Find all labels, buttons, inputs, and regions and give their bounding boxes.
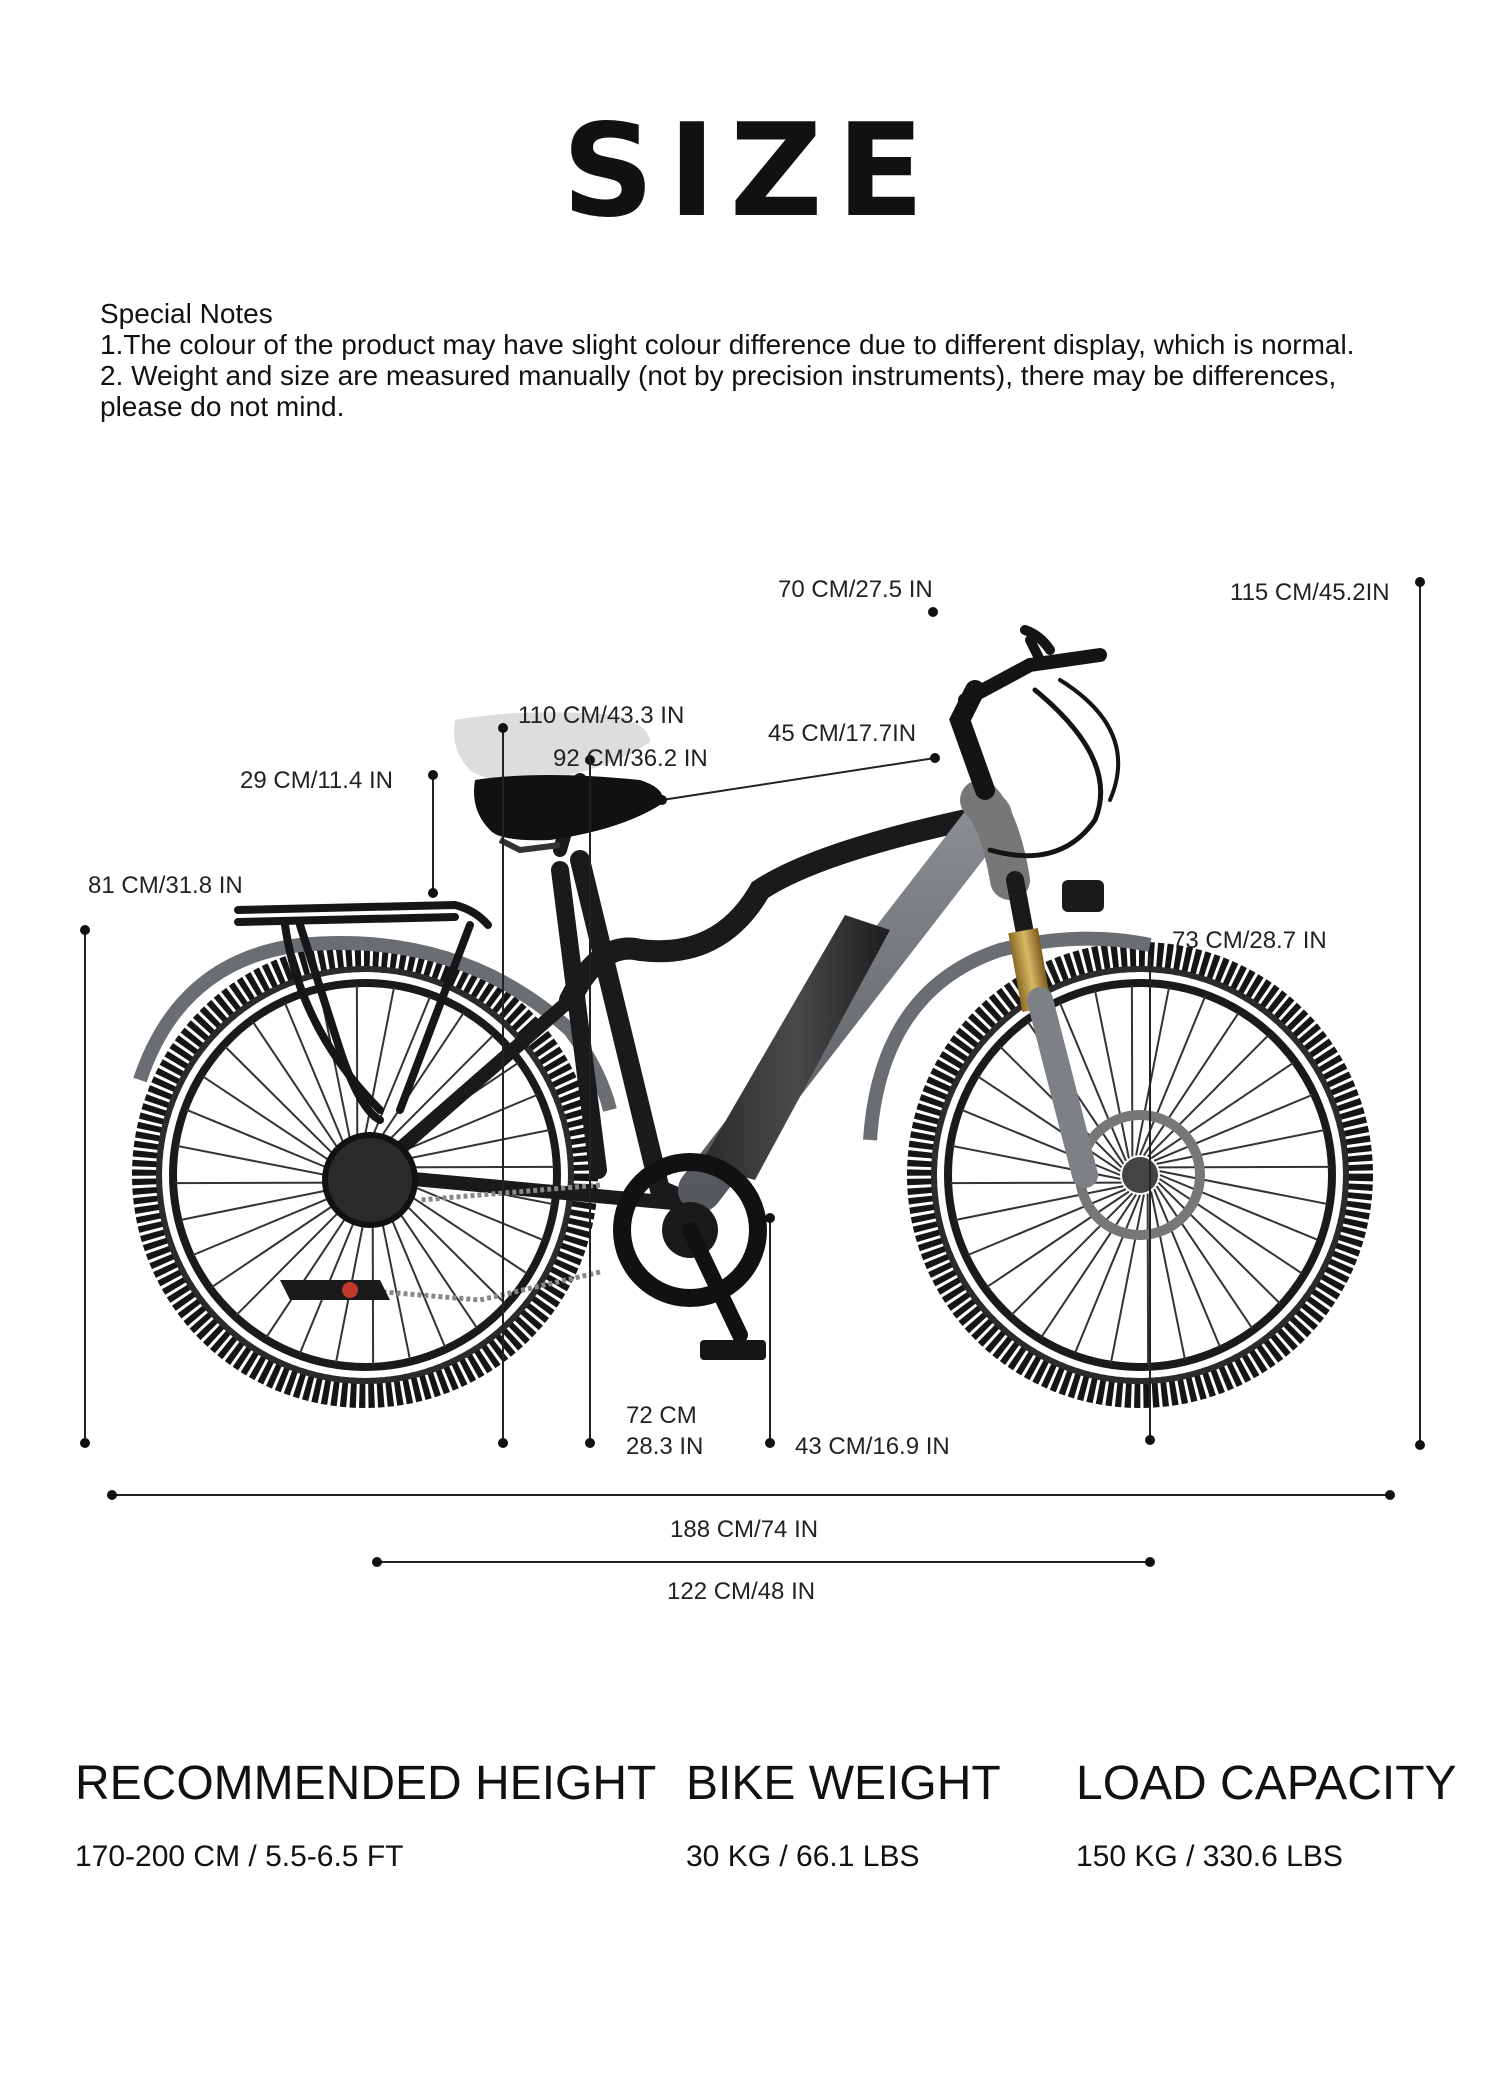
wheel-spoke	[180, 1186, 348, 1220]
label-overall-length: 188 CM/74 IN	[670, 1516, 819, 1543]
note-2: 2. Weight and size are measured manually (not by precision instruments), there may be differences, please do not mind.	[100, 360, 1337, 422]
wheel-spoke	[1041, 1195, 1136, 1338]
wheel-spoke	[1111, 1195, 1144, 1363]
label-reach: 45 CM/17.7IN	[768, 720, 917, 747]
headlight	[1062, 880, 1104, 912]
spec-heading: RECOMMENDED HEIGHT	[75, 1757, 657, 1810]
label-standover-cm: 72 CM	[626, 1402, 697, 1429]
front-wheel	[922, 957, 1358, 1393]
label-wheel-size: 73 CM/28.7 IN	[1172, 927, 1327, 954]
notes-heading: Special Notes	[100, 298, 273, 329]
wheel-spoke	[361, 987, 394, 1155]
spec-value: 150 KG / 330.6 LBS	[1076, 1840, 1343, 1873]
label-seat-min: 92 CM/36.2 IN	[553, 745, 708, 772]
dimension-dots	[80, 577, 1425, 1567]
label-seat-to-rack: 29 CM/11.4 IN	[240, 767, 393, 794]
dimension-lines	[85, 579, 1420, 1562]
bike-frame	[560, 800, 1010, 1205]
spec-load-capacity	[1076, 1757, 1457, 1873]
wheel-spoke	[1160, 1171, 1328, 1204]
label-seat-max: 110 CM/43.3 IN	[518, 702, 685, 729]
wheel-spoke	[177, 1146, 345, 1179]
spec-bike-weight	[686, 1757, 1001, 1873]
label-standover-in: 28.3 IN	[626, 1433, 704, 1460]
wheel-spoke	[1144, 1013, 1239, 1156]
seat-assembly	[454, 712, 663, 850]
spec-heading: BIKE WEIGHT	[686, 1757, 1001, 1810]
spec-value: 30 KG / 66.1 LBS	[686, 1840, 920, 1873]
spec-value: 170-200 CM / 5.5-6.5 FT	[75, 1840, 404, 1873]
label-rack-height: 81 CM/31.8 IN	[88, 872, 243, 899]
rear-derailleur	[280, 1135, 415, 1300]
note-1: 1.The colour of the product may have slight colour difference due to different display, which is normal.	[100, 329, 1355, 360]
label-crank-height: 43 CM/16.9 IN	[795, 1433, 950, 1460]
battery	[700, 915, 890, 1180]
label-wheelbase: 122 CM/48 IN	[667, 1578, 816, 1605]
spec-recommended-height	[75, 1757, 657, 1873]
page-title: SIZE	[561, 97, 939, 246]
wheel-spoke	[978, 1076, 1121, 1171]
wheel-spoke	[1136, 987, 1169, 1155]
wheel-spoke	[203, 1076, 346, 1171]
label-handlebar-top: 70 CM/27.5 IN	[778, 576, 933, 603]
spec-heading: LOAD CAPACITY	[1076, 1757, 1457, 1810]
wheel-spoke	[1160, 1179, 1303, 1274]
label-overall-height: 115 CM/45.2IN	[1230, 579, 1390, 606]
